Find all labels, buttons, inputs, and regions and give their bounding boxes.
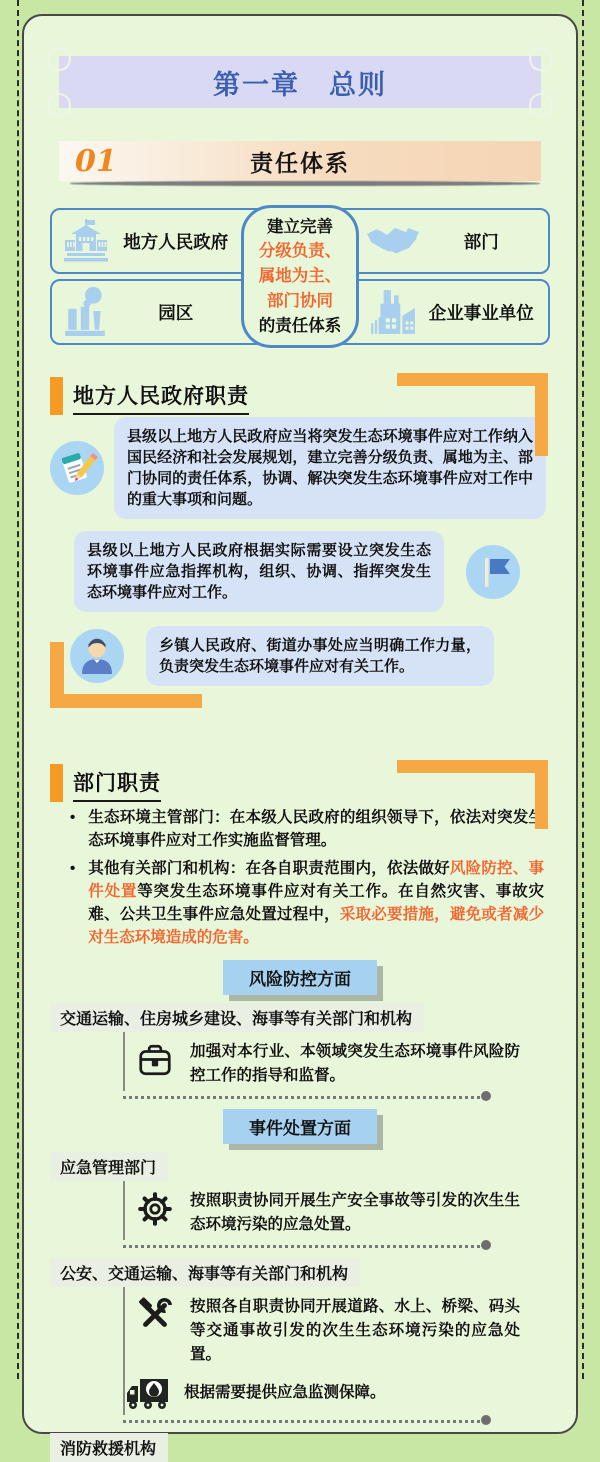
dept-section-title: 部门职责 [73,767,161,802]
content-card [22,14,578,1458]
dept-item-text: 加强对本行业、本领域突发生态环境事件风险防控工作的指导和监督。 [190,1042,520,1084]
strip-shadow [70,181,540,186]
corner-bracket-top-right [397,373,548,456]
dept-item-text: 根据需要提供应急监测保障。 [184,1384,386,1402]
gov-section-title: 地方人民政府职责 [73,380,249,415]
briefcase-icon [136,1041,174,1079]
gov-block [70,626,494,686]
grid-center-pill [241,205,359,348]
grid-cell-label: 园区 [158,302,194,323]
incident-handling-badge: 事件处置方面 [223,1109,377,1144]
flag-icon [466,545,520,599]
pill-line: 的责任体系 [258,316,342,335]
dept-item-text: 按照职责协同开展生产安全事故等引发的次生生态环境污染的应急处置。 [190,1191,520,1233]
gov-block-text: 乡镇人民政府、街道办事处应当明确工作力量，负责突发生态环境事件应对有关工作。 [146,626,494,686]
dept-item [136,1295,520,1367]
bullet-text-part: 等突发生态环境事件应对有关工作。在自然灾害、事故灾难、公共卫生事件应急处置过程中， [88,882,544,923]
section-header [50,373,550,415]
corner-bracket-top-right [397,760,548,829]
dept-block-fire-rescue [50,1433,550,1462]
enterprise-buildings-icon [367,286,419,338]
gear-icon [136,1190,174,1228]
gov-block [74,531,520,612]
dept-block-police-transport [50,1258,550,1423]
right-dashed-border [582,0,584,1379]
dept-block-transport [50,1003,550,1099]
gov-block-text: 县级以上地方人民政府应当将突发生态环境事件应对工作纳入国民经济和社会发展规划，建立完善分级负责、属地为主、部门协同的责任体系，协调、解决突发生态环境事件应对工作中的重大事项和问题。 [114,417,546,519]
person-icon [70,629,124,683]
left-dashed-border [17,0,19,1379]
dept-block-emergency [50,1152,550,1248]
industrial-park-icon [60,286,112,338]
government-building-icon [60,215,112,267]
pill-line-highlight: 属地为主、 [258,267,342,286]
dept-label: 消防救援机构 [50,1433,168,1462]
bullet-text [88,857,544,950]
section-number: 01 [75,143,117,179]
bullet-text: 生态环境主管部门：在本级人民政府的组织领导下，依法对突发生态环境事件应对工作实施监督管理。 [88,809,544,850]
dotted-separator [123,1420,480,1423]
bullet-text-highlight: 风险防控、事件处置 [88,859,544,900]
section-accent-bar [50,764,63,802]
chapter-title: 第一章 总则 [213,69,387,100]
grid-cell-label: 地方人民政府 [123,231,229,252]
section-header [50,760,550,802]
pill-line-highlight: 部门协同 [267,291,333,310]
banner-ornament [529,93,553,117]
bullet-marker: • [70,809,76,826]
dept-item-text: 按照各自职责协同开展道路、水上、桥梁、码头等交通事故引发的次生生态环境污染的应急处置。 [190,1297,520,1363]
grid-cell-label: 企业事业单位 [428,302,534,323]
dotted-separator [123,1096,480,1099]
risk-prevention-badge: 风险防控方面 [223,960,377,995]
pill-line-highlight: 分级负责、 [258,242,342,261]
section-01-strip [59,141,541,181]
grid-cell-label: 部门 [463,231,499,252]
monitoring-truck-icon [124,1376,172,1412]
dept-label: 公安、交通运输、海事等有关部门和机构 [50,1258,360,1287]
dept-label: 应急管理部门 [50,1152,168,1181]
responsibility-grid [50,208,550,345]
banner-ornament [47,47,71,71]
dept-item [136,1040,520,1088]
section-01-title: 责任体系 [250,149,350,176]
banner-ornament [47,93,71,117]
chapter-banner [59,56,541,108]
bullet-text-highlight: 采取必要措施，避免或者减少对生态环境造成的危害。 [88,906,544,947]
bullet-item [70,857,544,950]
dept-label: 交通运输、住房城乡建设、海事等有关部门和机构 [50,1003,424,1032]
bullet-text-part: 其他有关部门和机构：在各自职责范围内，依法做好 [88,859,450,877]
dotted-separator [123,1245,480,1248]
dept-responsibility-section [50,760,550,1462]
bullet-marker: • [70,859,76,877]
section-accent-bar [50,377,63,415]
banner-ornament [529,47,553,71]
pill-line: 建立完善 [267,217,333,236]
dept-item [136,1189,520,1237]
document-pencil-icon [50,441,104,495]
gov-block-text: 县级以上地方人民政府根据实际需要设立突发生态环境事件应急指挥机构，组织、协调、指挥突发生态环境事件应对工作。 [74,531,444,612]
handshake-icon [367,215,419,267]
dept-item [124,1375,520,1412]
gov-responsibility-section [50,373,550,708]
tools-icon [136,1296,174,1334]
